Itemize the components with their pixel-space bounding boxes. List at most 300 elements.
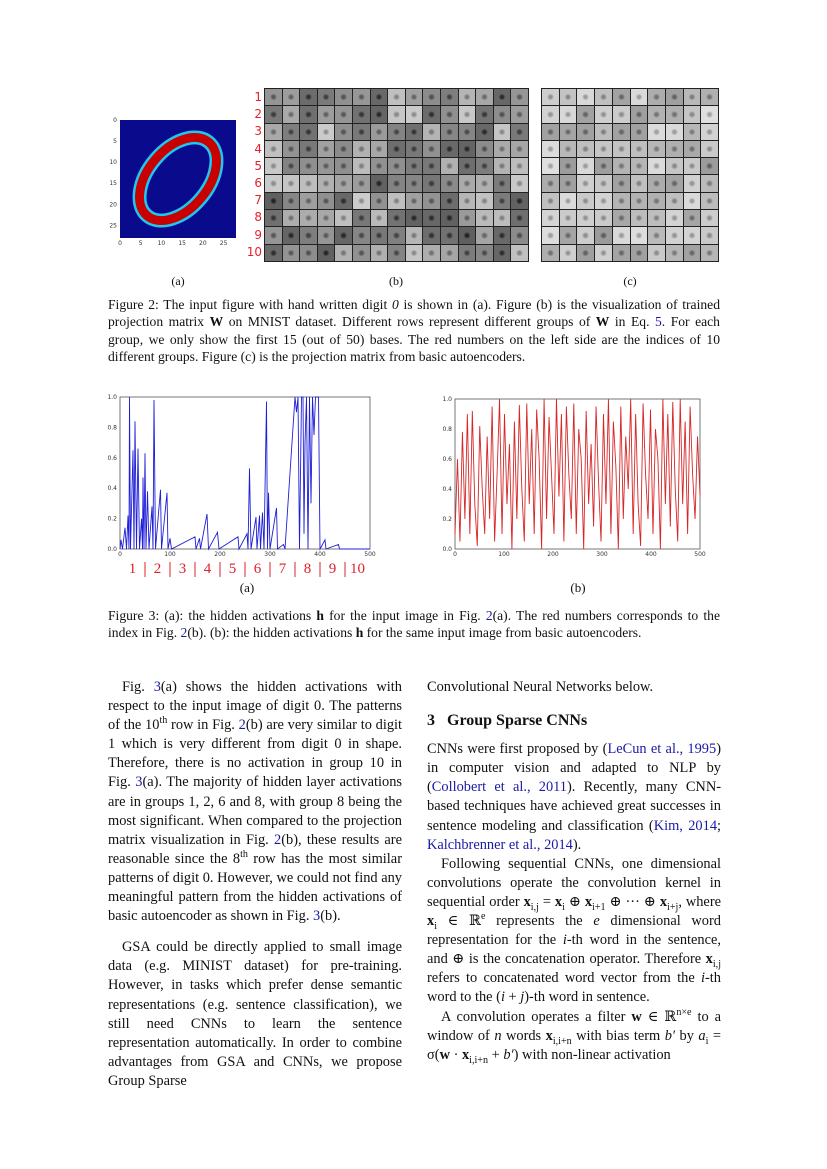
- basis-cell: [613, 193, 630, 209]
- section-number: 3: [427, 712, 435, 730]
- basis-cell: [631, 210, 648, 226]
- basis-cell: [577, 141, 594, 157]
- basis-cell: [300, 124, 317, 140]
- basis-cell: [613, 175, 630, 191]
- basis-cell: [511, 245, 528, 261]
- basis-cell: [476, 210, 493, 226]
- heatmap-y-tick: 5: [113, 138, 117, 146]
- heatmap-y-tick: 0: [113, 117, 117, 124]
- basis-cell: [613, 210, 630, 226]
- reference-link[interactable]: 2: [238, 717, 246, 734]
- math-text: h: [355, 625, 364, 641]
- text-run: row in Fig.: [167, 717, 239, 734]
- basis-cell: [371, 245, 388, 261]
- text-run: ∈ ℝ: [437, 913, 481, 930]
- basis-cell: [318, 106, 335, 122]
- text-run: on MNIST dataset. Different rows represent different groups of: [223, 314, 596, 330]
- math-text: 0: [391, 297, 399, 312]
- basis-cell: [494, 193, 511, 209]
- group-index-label: 5: [254, 158, 262, 173]
- basis-cell: [494, 227, 511, 243]
- math-text: i: [701, 970, 705, 987]
- y-tick-label: 0.0: [107, 546, 117, 553]
- basis-cell: [423, 124, 440, 140]
- y-tick-label: 0.6: [107, 454, 117, 462]
- basis-cell: [577, 89, 594, 105]
- basis-cell: [684, 158, 701, 174]
- basis-cell: [631, 227, 648, 243]
- basis-cell: [684, 210, 701, 226]
- basis-cell: [577, 106, 594, 122]
- basis-cell: [595, 245, 612, 261]
- heatmap-x-tick: 20: [199, 240, 207, 247]
- group-label: 2: [153, 561, 162, 577]
- basis-cell: [318, 175, 335, 191]
- basis-cell: [406, 158, 423, 174]
- math-text: w: [439, 1046, 450, 1063]
- basis-cell: [701, 158, 718, 174]
- basis-cell: [684, 193, 701, 209]
- x-tick-label: 200: [547, 551, 559, 558]
- math-text: w: [631, 1008, 642, 1025]
- basis-cell: [595, 175, 612, 191]
- basis-cell: [542, 89, 559, 105]
- x-tick-label: 200: [214, 551, 226, 558]
- basis-cell: [613, 124, 630, 140]
- basis-cell: [648, 89, 665, 105]
- input-digit-heatmap: [108, 112, 243, 252]
- basis-cell: [476, 106, 493, 122]
- basis-cell: [318, 158, 335, 174]
- paragraph: [108, 938, 402, 1091]
- basis-cell: [613, 158, 630, 174]
- basis-cell: [666, 89, 683, 105]
- basis-cell: [560, 158, 577, 174]
- basis-cell: [423, 141, 440, 157]
- basis-cell: [265, 141, 282, 157]
- basis-cell: [511, 175, 528, 191]
- basis-cell: [666, 124, 683, 140]
- text-run: by: [675, 1027, 699, 1044]
- basis-cell: [666, 227, 683, 243]
- math-text: i,i+n: [552, 1035, 572, 1047]
- basis-cell: [560, 245, 577, 261]
- basis-cell: [300, 175, 317, 191]
- basis-cell: [283, 124, 300, 140]
- math-text: x: [705, 951, 713, 968]
- basis-cell: [542, 193, 559, 209]
- group-label: 8: [303, 561, 312, 577]
- basis-cell: [701, 89, 718, 105]
- math-text: i+1: [592, 901, 606, 913]
- basis-cell: [560, 89, 577, 105]
- text-run: -th word in the sentence, and ⊕ is the concatenation operator. Therefore: [427, 932, 721, 968]
- group-index-label: 4: [254, 141, 262, 156]
- basis-cell: [701, 141, 718, 157]
- basis-cell: [595, 193, 612, 209]
- reference-link[interactable]: Kim, 2014: [653, 817, 718, 834]
- basis-cell: [560, 141, 577, 157]
- reference-link[interactable]: Collobert et al., 2011: [431, 779, 568, 796]
- text-run: in Eq.: [609, 314, 655, 330]
- basis-cell: [335, 227, 352, 243]
- basis-cell: [476, 175, 493, 191]
- basis-cell: [459, 141, 476, 157]
- basis-cell: [613, 106, 630, 122]
- y-tick-label: 0.2: [107, 515, 117, 523]
- math-text: n: [494, 1027, 502, 1044]
- basis-cell: [666, 193, 683, 209]
- text-run: , where: [678, 893, 721, 910]
- basis-cell: [318, 245, 335, 261]
- text-run: ) with non-linear activation: [513, 1046, 671, 1063]
- basis-cell: [423, 89, 440, 105]
- basis-cell: [511, 89, 528, 105]
- basis-cell: [684, 106, 701, 122]
- basis-cell: [265, 210, 282, 226]
- basis-cell: [577, 227, 594, 243]
- basis-cell: [648, 141, 665, 157]
- reference-link[interactable]: 5: [654, 314, 662, 330]
- reference-link[interactable]: 2: [274, 831, 282, 848]
- basis-cell: [560, 227, 577, 243]
- basis-cell: [283, 193, 300, 209]
- basis-cell: [459, 227, 476, 243]
- basis-cell: [595, 106, 612, 122]
- basis-cell: [476, 245, 493, 261]
- math-text: i: [434, 920, 438, 932]
- basis-cell: [441, 89, 458, 105]
- group-label: 9: [328, 561, 337, 577]
- math-text: W: [595, 314, 610, 330]
- math-text: i: [705, 1035, 709, 1047]
- reference-link[interactable]: 3: [153, 679, 161, 695]
- y-tick-label: 0.2: [442, 516, 452, 523]
- basis-cell: [476, 124, 493, 140]
- group-index-label: 7: [254, 193, 262, 208]
- text-run: row has the most similar patterns of digit 0. However, we could not find any meaningful pattern from the hidden activations of basic autoencoder as shown in Fig.: [108, 850, 402, 925]
- basis-cell: [648, 106, 665, 122]
- group-label: 7: [278, 561, 287, 577]
- paragraph: [427, 740, 721, 855]
- math-text: i: [562, 932, 567, 949]
- basis-cell: [648, 124, 665, 140]
- basis-cell: [353, 106, 370, 122]
- basis-cell: [406, 141, 423, 157]
- basis-cell: [300, 158, 317, 174]
- text-run: A convolution operates a filter: [441, 1008, 632, 1025]
- basis-cell: [388, 193, 405, 209]
- math-text: x: [584, 893, 593, 910]
- math-text: x: [461, 1046, 470, 1063]
- basis-cell: [300, 89, 317, 105]
- basis-cell: [265, 175, 282, 191]
- basis-cell: [684, 175, 701, 191]
- basis-cell: [701, 210, 718, 226]
- basis-cell: [353, 210, 370, 226]
- text-run: +: [488, 1046, 504, 1063]
- math-text: th: [159, 715, 168, 727]
- basis-cell: [613, 89, 630, 105]
- reference-link[interactable]: 3: [313, 908, 321, 925]
- group-label: 3: [178, 561, 187, 577]
- reference-link[interactable]: 3: [135, 774, 143, 791]
- reference-link[interactable]: 2: [180, 625, 188, 641]
- basis-cell: [335, 141, 352, 157]
- figure-3-caption: [108, 607, 720, 642]
- heatmap-x-tick: 10: [157, 240, 166, 247]
- basis-cell: [648, 193, 665, 209]
- basis-cell: [423, 175, 440, 191]
- heatmap-y-tick: 15: [109, 180, 117, 188]
- basis-cell: [476, 89, 493, 105]
- basis-cell: [613, 141, 630, 157]
- basis-cell: [388, 124, 405, 140]
- basis-cell: [613, 245, 630, 261]
- basis-cell: [406, 210, 423, 226]
- basis-cell: [631, 158, 648, 174]
- basis-cell: [388, 89, 405, 105]
- paragraph: [427, 1008, 721, 1065]
- basis-cell: [335, 245, 352, 261]
- x-tick-label: 500: [694, 551, 706, 558]
- text-run: to a window of: [427, 1008, 721, 1044]
- basis-cell: [283, 210, 300, 226]
- text-run: -th word to the (: [427, 970, 721, 1006]
- text-run: dimensional word representation for the: [427, 913, 721, 949]
- reference-link[interactable]: Kalchbrenner et al., 2014: [427, 836, 573, 853]
- basis-cell: [353, 193, 370, 209]
- text-run: CNNs were first proposed by (: [427, 741, 608, 758]
- basis-cell: [318, 210, 335, 226]
- basis-cell: [283, 89, 300, 105]
- basis-cell: [318, 141, 335, 157]
- basis-cell: [560, 175, 577, 191]
- basis-cell: [371, 106, 388, 122]
- heatmap-x-tick: 5: [138, 240, 143, 247]
- basis-cell: [406, 245, 423, 261]
- basis-cell: [542, 210, 559, 226]
- basis-cell: [476, 141, 493, 157]
- math-text: W: [209, 314, 224, 330]
- text-run: ). Recently, many CNN-based techniques have achieved great successes in sentence modeling and classification (: [427, 779, 721, 834]
- basis-cell: [441, 141, 458, 157]
- heatmap-x-tick: 25: [219, 240, 228, 247]
- basis-cell: [701, 124, 718, 140]
- basis-cell: [300, 193, 317, 209]
- basis-cell: [684, 124, 701, 140]
- basis-cell: [265, 193, 282, 209]
- basis-cell: [595, 141, 612, 157]
- basis-cell: [511, 141, 528, 157]
- group-label: 10: [350, 561, 365, 577]
- math-text: e: [480, 911, 486, 923]
- x-tick-label: 300: [264, 551, 276, 558]
- basis-cell: [459, 124, 476, 140]
- basis-cell: [353, 175, 370, 191]
- text-run: (b) are very similar to digit 1 which is very different from digit 0 in shape. Therefore, there is no activation in group 10 in Fig.: [108, 717, 403, 791]
- basis-cell: [511, 193, 528, 209]
- basis-cell: [701, 245, 718, 261]
- text-run: +: [504, 989, 521, 1006]
- text-run: (a). The red numbers corresponds to the index in Fig.: [108, 608, 720, 641]
- basis-cell: [265, 245, 282, 261]
- basis-cell: [666, 175, 683, 191]
- text-run: is shown in (a). Figure (b) is the visualization of trained projection matrix: [108, 297, 720, 330]
- basis-cell: [560, 210, 577, 226]
- basis-cell: [494, 210, 511, 226]
- text-run: refers to concatenated word vector from the: [427, 970, 701, 987]
- basis-cell: [701, 227, 718, 243]
- basis-cell: [388, 245, 405, 261]
- basis-cell: [353, 141, 370, 157]
- basis-cell: [300, 106, 317, 122]
- text-run: ∈ ℝ: [641, 1008, 677, 1025]
- basis-cell: [631, 124, 648, 140]
- basis-cell: [388, 227, 405, 243]
- basis-cell: [353, 124, 370, 140]
- basis-cell: [459, 89, 476, 105]
- math-text: j: [520, 989, 525, 1006]
- reference-link[interactable]: LeCun et al., 1995: [607, 741, 717, 758]
- fig3-label-a: (a): [239, 580, 255, 595]
- text-run: for the same input image from basic autoencoders.: [363, 625, 642, 641]
- text-run: ).: [572, 836, 582, 853]
- basis-cell: [476, 227, 493, 243]
- basis-cell: [459, 193, 476, 209]
- group-index-label: 2: [254, 107, 262, 122]
- basis-cell: [648, 227, 665, 243]
- basis-cell: [595, 210, 612, 226]
- group-index-label: 3: [254, 124, 262, 139]
- basis-cell: [494, 124, 511, 140]
- basis-cell: [542, 227, 559, 243]
- math-text: b′: [503, 1046, 514, 1063]
- y-tick-label: 0.8: [107, 424, 117, 432]
- basis-cell: [283, 106, 300, 122]
- basis-cell: [631, 141, 648, 157]
- basis-cell: [560, 124, 577, 140]
- math-text: x: [427, 913, 435, 930]
- fig2-label-b: (b): [389, 274, 403, 288]
- basis-cell: [459, 175, 476, 191]
- section-heading: [427, 711, 721, 730]
- group-index-label: 10: [246, 244, 262, 259]
- basis-cell: [666, 210, 683, 226]
- basis-cell: [648, 175, 665, 191]
- basis-cell: [494, 106, 511, 122]
- heatmap-y-tick: 25: [109, 222, 117, 230]
- math-text: n×e: [676, 1006, 692, 1018]
- heatmap-x-tick: 15: [178, 240, 186, 247]
- basis-cell: [353, 89, 370, 105]
- paragraph: [108, 678, 402, 926]
- basis-cell: [511, 210, 528, 226]
- basis-cell: [511, 158, 528, 174]
- math-text: th: [240, 849, 248, 861]
- basis-cell: [631, 193, 648, 209]
- basis-cell: [441, 158, 458, 174]
- basis-cell: [371, 141, 388, 157]
- text-run: . For each group, we only show the first 15 (out of 50) bases. The red numbers on the left side are the indices of 10 different groups. Figure (c) is the projection matrix from basic autoencoders.: [108, 314, 720, 365]
- basis-cell: [318, 193, 335, 209]
- basis-cell: [701, 106, 718, 122]
- text-run: ⊕ ··· ⊕: [605, 893, 660, 910]
- basis-cell: [283, 245, 300, 261]
- group-label: 6: [253, 561, 262, 577]
- basis-cell: [459, 210, 476, 226]
- projection-matrix-grid-autoencoder: [541, 88, 719, 262]
- basis-cell: [631, 245, 648, 261]
- basis-cell: [423, 210, 440, 226]
- text-run: ) in computer vision and adapted to NLP by (: [427, 741, 721, 796]
- text-run: represents the: [485, 913, 594, 930]
- math-text: a: [698, 1027, 706, 1044]
- basis-cell: [423, 227, 440, 243]
- text-run: (a). The majority of hidden layer activations are in groups 1, 2, 6 and 8, with group 8 being the most significant. When compared to the projection matrix visualization in Fig.: [108, 774, 402, 848]
- basis-cell: [406, 175, 423, 191]
- reference-link[interactable]: 2: [485, 608, 493, 623]
- basis-cell: [265, 227, 282, 243]
- basis-cell: [631, 175, 648, 191]
- text-run: )-th word in sentence.: [524, 989, 650, 1006]
- right-column: [427, 678, 721, 1065]
- y-tick-label: 0.4: [107, 485, 117, 493]
- basis-cell: [335, 106, 352, 122]
- group-label: 1: [128, 561, 137, 577]
- basis-cell: [335, 89, 352, 105]
- basis-cell: [335, 124, 352, 140]
- text-run: (b), these results are reasonable since the 8: [108, 831, 402, 867]
- basis-cell: [666, 106, 683, 122]
- basis-cell: [441, 124, 458, 140]
- basis-cell: [701, 193, 718, 209]
- hidden-activations-gsa-chart: [100, 388, 390, 578]
- basis-cell: [560, 106, 577, 122]
- basis-cell: [423, 106, 440, 122]
- basis-cell: [441, 227, 458, 243]
- basis-cell: [371, 89, 388, 105]
- text-run: ·: [449, 1046, 462, 1063]
- basis-cell: [388, 175, 405, 191]
- basis-cell: [335, 158, 352, 174]
- basis-cell: [388, 106, 405, 122]
- basis-cell: [335, 210, 352, 226]
- basis-cell: [476, 193, 493, 209]
- math-text: i+j: [667, 901, 679, 913]
- text-run: with bias term: [571, 1027, 665, 1044]
- x-tick-label: 100: [164, 551, 176, 558]
- projection-matrix-grid-gsa: [264, 88, 529, 262]
- basis-cell: [542, 245, 559, 261]
- x-tick-label: 400: [645, 551, 657, 558]
- basis-cell: [613, 227, 630, 243]
- math-text: i,j: [530, 901, 539, 913]
- basis-cell: [300, 227, 317, 243]
- basis-cell: [560, 193, 577, 209]
- basis-cell: [701, 175, 718, 191]
- basis-cell: [511, 124, 528, 140]
- math-text: h: [316, 608, 324, 623]
- basis-cell: [423, 245, 440, 261]
- paragraph: [427, 855, 721, 1008]
- paragraph: [427, 678, 721, 697]
- basis-cell: [542, 175, 559, 191]
- x-tick-label: 0: [118, 551, 122, 558]
- text-run: Figure 2: The input figure with hand written digit: [108, 297, 392, 312]
- basis-cell: [542, 158, 559, 174]
- basis-cell: [577, 124, 594, 140]
